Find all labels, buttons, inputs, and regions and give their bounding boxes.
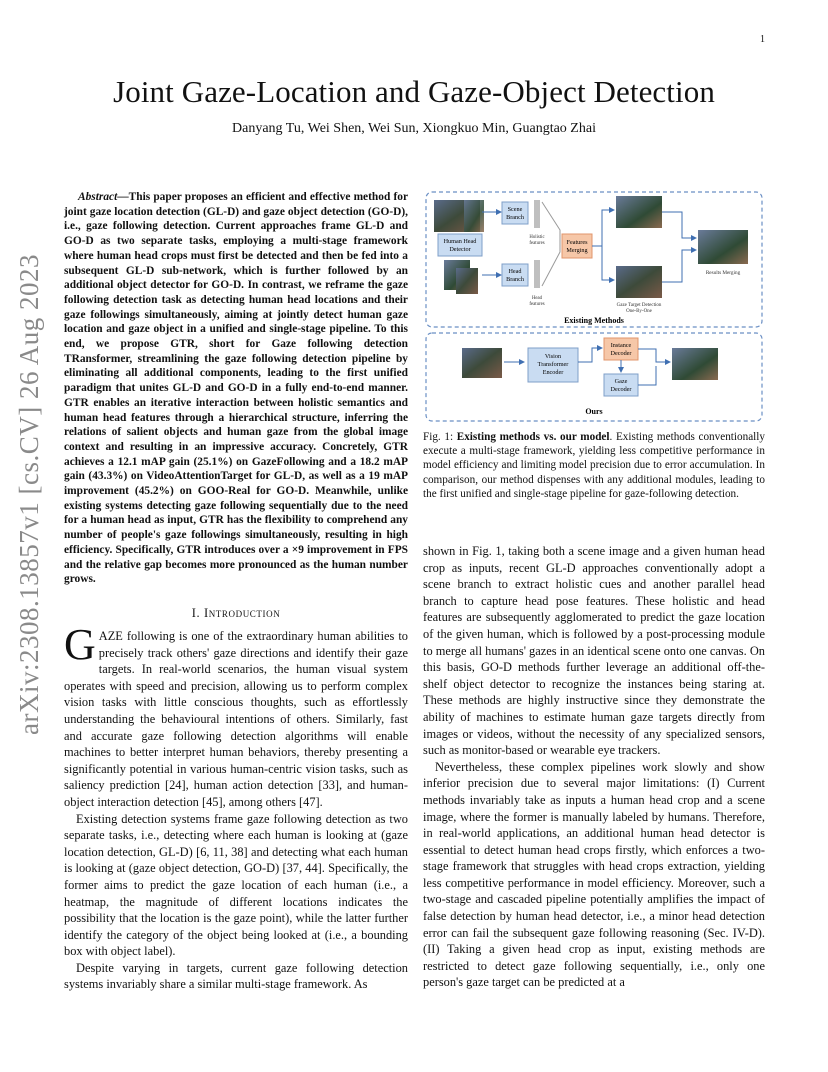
head-crop-thumbnail [456,268,478,294]
figure-diagram [424,190,764,425]
intro-paragraph [64,620,408,811]
intro-p1-text: AZE following is one of the extraordinary human abilities to precisely track others' gaze directions and identify their gaze targets. In real-world scenarios, the human visual system operates with speed and precision, allowing us to perform complex vision tasks with little conscious thoughts, such as effortlessly understanding the behavioural intentions of others. Similarly, fast and accurate gaze following detection algorithms will enable machines to better interpret human behaviors, thereby presenting a significantly potential in various human-centric vision tasks, such as saliency prediction [24], human action detection [33], and human-object interaction detection [45], among others [47]. [64,629,408,809]
gaze-result-thumbnail [616,196,662,228]
merge-funnel [542,202,560,286]
features-merging-box [562,234,592,258]
figure-1 [424,190,764,425]
caption-bold: Existing methods vs. our model [456,431,610,443]
intro-paragraph: Existing detection systems frame gaze following detection as two separate tasks, i.e., detecting where each human is looking at (gaze location detection, GL-D) [6, 11, 38] and detecting what each human is looking at (gaze object detection, GO-D) [37, 44]. Specifically, the former aims to predict the gaze location of each human (i.e., a heatmap, the magnitude of different locations indicates the possibility that the location is the gaze point), while the latter further identify the category of the object being looked at (i.e., a bounding box with object label). [64,811,408,959]
ours-output-thumbnail [672,348,718,380]
scene-branch-label: Scene [507,206,523,213]
right-column-body [423,543,765,991]
gaze-decoder-label: Gaze [614,378,628,385]
section-number: I. [191,606,201,620]
scene-branch-label: Branch [506,214,524,221]
arrow [602,246,614,280]
caption-prefix: Fig. 1: [423,431,457,443]
page-number: 1 [760,34,765,45]
body-paragraph: shown in Fig. 1, taking both a scene image and a given human head crop as inputs, recent GL-D approaches conventionally adopt a scene branch to extract holistic cues and another parallel head branch to capture head pose features. These holistic and head features are subsequently agglomerated to predict the gaze location of the given human, which is followed by a post-processing module to merge all humans' gazes in an identical scene onto one canvas. On this basis, GO-D methods further leverage an additional off-the-shelf object detector to recognize the instances being staring at. These methods are highly instructive since they demonstrate the ability of machines to estimate human gaze targets directly from images or videos, without the necessity of any specialized sensors, such as monitor-based or wearable eye trackers. [423,544,765,758]
vision-encoder-label: Vision [544,353,562,360]
arrow [662,212,696,238]
abstract-text: —This paper proposes an efficient and effective method for joint gaze location detection (GL-D) and gaze object detection (GO-D), i.e., gaze following detection. Current approaches frame GL-D and GO-D as two separate tasks, employing a multi-stage framework where human head crops must first be detected and then be fed into a subsequent GL-D sub-network, which is further followed by an additional object detector for GO-D. In contrast, we reframe the gaze following detection task as detecting human head locations and their gaze followings simultaneously, aiming at jointly detect human gaze location and gaze object in a unified and single-stage pipeline. To this end, we propose GTR, short for Gaze following detection TRansformer, streamlining the gaze following detection pipeline by eliminating all additional components, leading to the first unified paradigm that unites GL-D and GO-D in a fully end-to-end manner. GTR enables an iterative interaction between holistic semantics and human head features through a hierarchical structure, inferring the relations of salient objects and human gaze from the global image context and resulting in an impressive accuracy. Concretely, GTR achieves a 12.1 mAP gain (25.1%) on GazeFollowing and a 18.2 mAP gain (43.3%) on VideoAttentionTarget for GL-D, as well as a 19 mAP improvement (45.2%) on GOO-Real for GO-D. Meanwhile, unlike existing systems detecting gaze following sequentially due to the need for a human head as input, GTR has the flexibility to comprehend any number of people's gaze followings simultaneously, resulting in high efficiency. Specifically, GTR introduces over a ×9 improvement in FPS and the relative gap becomes more pronounced as the human number grows. [64,191,408,586]
head-branch-label: Head [508,268,522,275]
body-paragraph: Nevertheless, these complex pipelines work slowly and show inferior precision due to several major limitations: (I) Current methods invariably take as inputs a human head crop and a scene image, where the former is manually labeled by humans. Therefore, in real-world applications, an additional human head detector is essential to detect human head crops firstly, which enforces a two-stage framework that struggles with head crops extraction, yielding less competitive performance in model efficiency. Moreover, such a two-stage and cascaded pipeline potentially amplifies the impact of false detection by human head detector, i.e., a minor head detection error can fail the subsequent gaze following reasoning (Sec. IV-D). (II) Taking a given head crop as input, existing methods are restricted to detect gaze following sequentially, i.e., only one person's gaze target can be predicted at a [423,759,765,990]
paper-title: Joint Gaze-Location and Gaze-Object Detection [113,74,715,109]
gaze-result-thumbnail [616,266,662,298]
drop-cap: G [64,620,96,669]
section-heading [64,606,408,621]
gaze-target-label: Gaze Target Detection [616,303,662,308]
instance-decoder-label: Instance [610,342,632,349]
abstract-lead: Abstract [78,191,118,203]
holistic-features-label: Holistic [529,235,545,240]
arxiv-identifier[interactable]: arXiv:2308.13857v1 [cs.CV] 26 Aug 2023 [14,254,44,735]
vision-encoder-label: Encoder [542,369,564,376]
input-image-thumbnail [464,200,484,232]
head-features-label: features [529,302,545,307]
results-merging-label: Results Merging [705,270,741,276]
author-list: Danyang Tu, Wei Shen, Wei Sun, Xiongkuo Min, Guangtao Zhai [232,121,596,136]
ours-title: Ours [585,407,603,416]
section-title: Introduction [203,606,281,620]
caption-text: . Existing methods conventionally execute a multi-stage framework, yielding less competitive performance in model efficiency and limiting model precision due to error accumulation. In comparison, our method dispenses with any additional modules, leading to the first unified and single-stage pipeline for gaze-following detection. [423,431,765,500]
intro-paragraph: Despite varying in targets, current gaze following detection systems invariably share a similar multi-stage framework. As [64,960,408,992]
merged-result-thumbnail [698,230,748,264]
holistic-features-label: features [529,241,545,246]
arrow [592,210,614,246]
existing-methods-title: Existing Methods [564,316,624,325]
arrow [638,366,656,385]
head-feature-bar [534,260,540,288]
intro-body [64,620,408,993]
features-merging-label: Features [566,239,588,246]
features-merging-label: Merging [566,247,588,254]
figure-caption [423,430,765,501]
human-head-detector-label: Human Head [443,238,477,245]
head-features-label: Head [531,296,543,301]
abstract [64,190,408,587]
vision-encoder-label: Transformer [537,361,569,368]
holistic-feature-bar [534,200,540,228]
ours-input-thumbnail [462,348,502,378]
human-head-detector-label: Detector [449,246,471,253]
gaze-decoder-label: Decoder [610,386,632,393]
gaze-target-label: One-By-One [626,309,652,314]
instance-decoder-label: Decoder [610,350,632,357]
arrow [662,250,696,282]
head-branch-label: Branch [506,276,524,283]
arrow [578,348,602,362]
arrow [638,349,670,362]
